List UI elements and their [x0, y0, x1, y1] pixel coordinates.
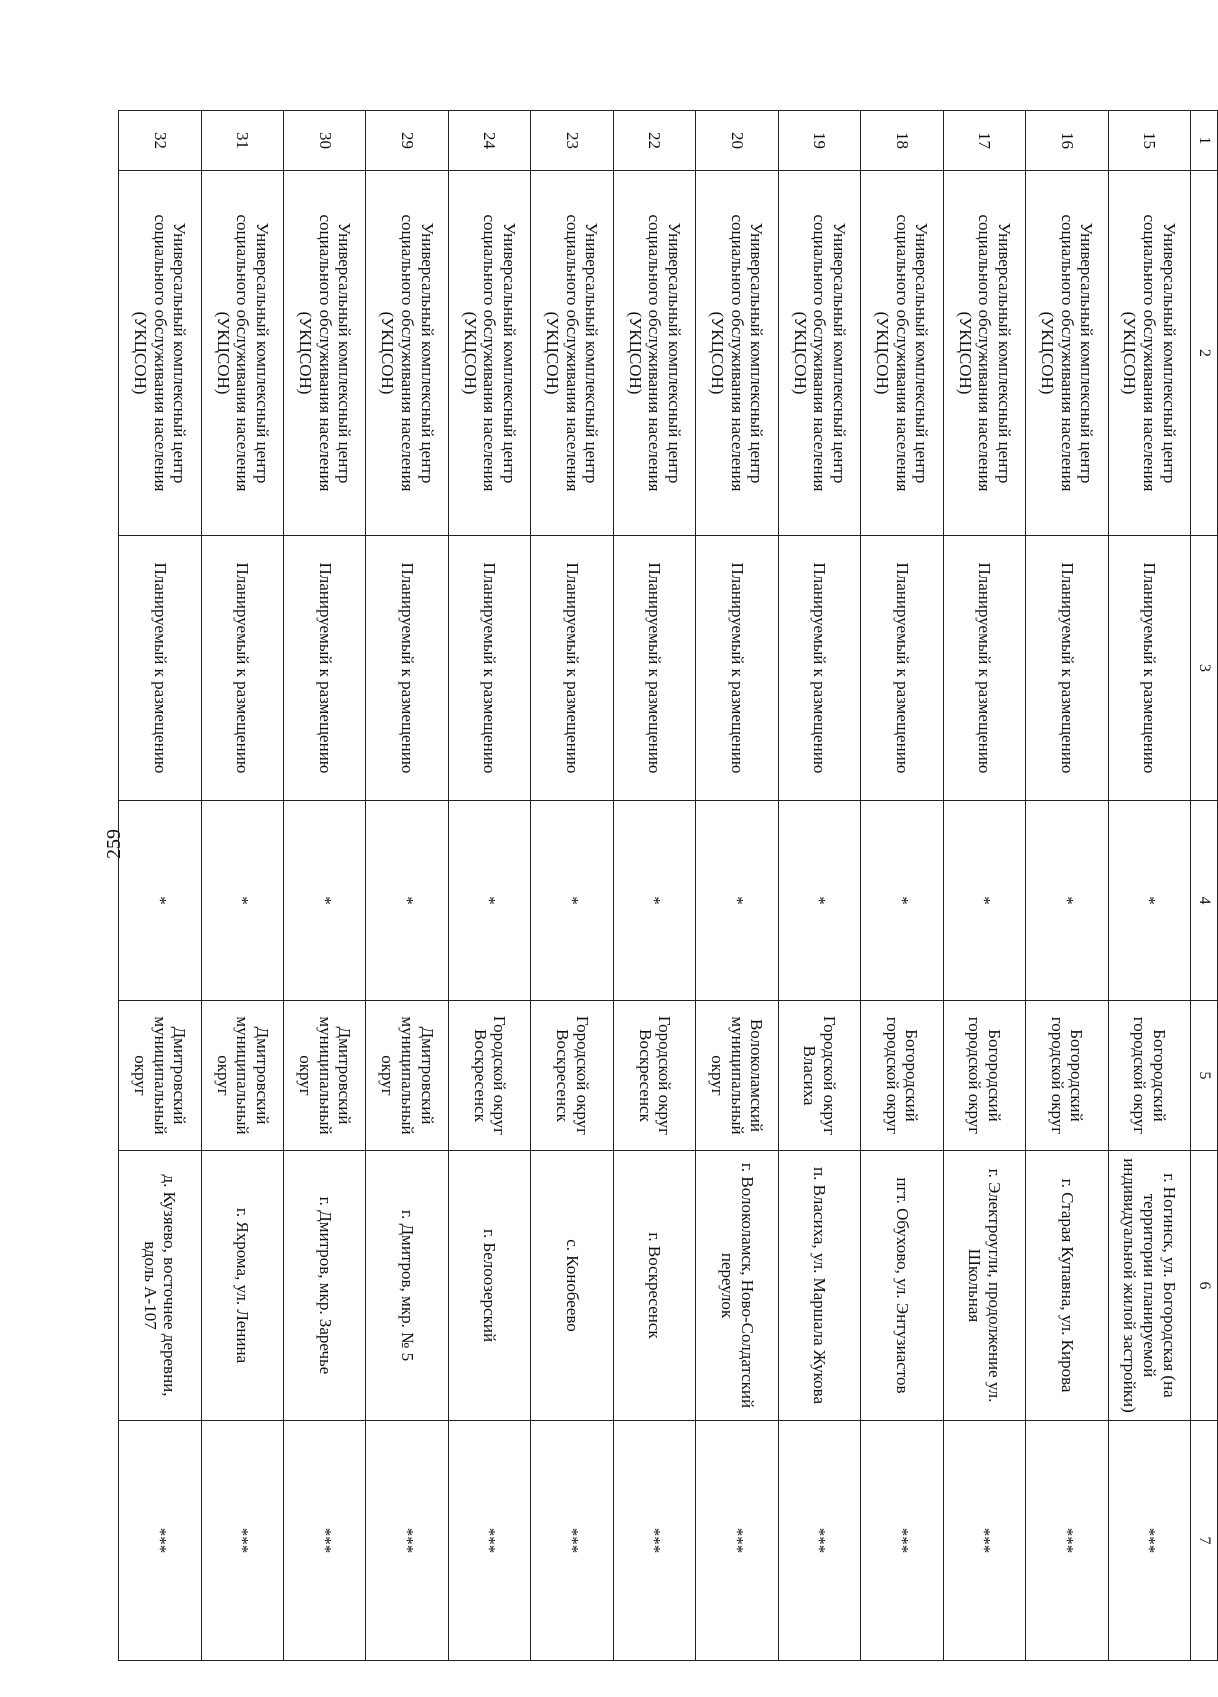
column-7-cell: ***	[861, 1421, 943, 1661]
column-7-cell: ***	[448, 1421, 530, 1661]
column-7-cell: ***	[1026, 1421, 1108, 1661]
facility-name-cell: Универсальный комплексный центр социального обслуживания населения (УКЦСОН)	[366, 171, 448, 536]
table-row	[1026, 111, 1108, 1661]
row-number-cell: 20	[696, 111, 778, 171]
row-number-cell: 15	[1108, 111, 1190, 171]
column-7-cell: ***	[531, 1421, 613, 1661]
address-cell: п. Власиха, ул. Маршала Жукова	[778, 1151, 860, 1421]
header-cell-4: 4	[1191, 801, 1218, 1001]
status-cell: Планируемый к размещению	[531, 536, 613, 801]
page-number: 259	[103, 829, 125, 859]
district-cell: Дмитровский муниципальный округ	[284, 1001, 366, 1151]
column-7-cell: ***	[613, 1421, 695, 1661]
table-row	[448, 111, 530, 1661]
status-cell: Планируемый к размещению	[119, 536, 202, 801]
facility-name-cell: Универсальный комплексный центр социального обслуживания населения (УКЦСОН)	[696, 171, 778, 536]
status-cell: Планируемый к размещению	[201, 536, 283, 801]
status-cell: Планируемый к размещению	[284, 536, 366, 801]
district-cell: Дмитровский муниципальный округ	[201, 1001, 283, 1151]
table-row	[366, 111, 448, 1661]
district-cell: Дмитровский муниципальный округ	[366, 1001, 448, 1151]
column-7-cell: ***	[696, 1421, 778, 1661]
row-number-cell: 17	[943, 111, 1025, 171]
address-cell: г. Волоколамск, Ново-Солдатский переулок	[696, 1151, 778, 1421]
column-7-cell: ***	[778, 1421, 860, 1661]
table-row	[1108, 111, 1190, 1661]
header-cell-6: 6	[1191, 1151, 1218, 1421]
table-row	[696, 111, 778, 1661]
column-4-cell: *	[613, 801, 695, 1001]
facility-name-cell: Универсальный комплексный центр социального обслуживания населения (УКЦСОН)	[943, 171, 1025, 536]
column-7-cell: ***	[119, 1421, 202, 1661]
row-number-cell: 19	[778, 111, 860, 171]
row-number-cell: 22	[613, 111, 695, 171]
header-cell-3: 3	[1191, 536, 1218, 801]
facility-name-cell: Универсальный комплексный центр социального обслуживания населения (УКЦСОН)	[861, 171, 943, 536]
column-7-cell: ***	[943, 1421, 1025, 1661]
district-cell: Богородский городской округ	[943, 1001, 1025, 1151]
table-body	[119, 111, 1191, 1661]
district-cell: Богородский городской округ	[861, 1001, 943, 1151]
facilities-table	[118, 110, 1218, 1661]
column-4-cell: *	[1108, 801, 1190, 1001]
status-cell: Планируемый к размещению	[778, 536, 860, 801]
facility-name-cell: Универсальный комплексный центр социального обслуживания населения (УКЦСОН)	[613, 171, 695, 536]
facility-name-cell: Универсальный комплексный центр социального обслуживания населения (УКЦСОН)	[531, 171, 613, 536]
address-cell: г. Старая Купавна, ул. Кирова	[1026, 1151, 1108, 1421]
district-cell: Богородский городской округ	[1108, 1001, 1190, 1151]
address-cell: г. Белоозерский	[448, 1151, 530, 1421]
column-4-cell: *	[696, 801, 778, 1001]
status-cell: Планируемый к размещению	[448, 536, 530, 801]
column-4-cell: *	[119, 801, 202, 1001]
table-row	[613, 111, 695, 1661]
facility-name-cell: Универсальный комплексный центр социального обслуживания населения (УКЦСОН)	[778, 171, 860, 536]
address-cell: д. Кузяево, восточнее деревни, вдоль А-107	[119, 1151, 202, 1421]
table-row	[201, 111, 283, 1661]
row-number-cell: 24	[448, 111, 530, 171]
table-row	[531, 111, 613, 1661]
column-4-cell: *	[943, 801, 1025, 1001]
district-cell: Городской округ Воскресенск	[531, 1001, 613, 1151]
header-cell-1: 1	[1191, 111, 1218, 171]
row-number-cell: 29	[366, 111, 448, 171]
facility-name-cell: Универсальный комплексный центр социального обслуживания населения (УКЦСОН)	[1026, 171, 1108, 536]
column-7-cell: ***	[1108, 1421, 1190, 1661]
row-number-cell: 23	[531, 111, 613, 171]
status-cell: Планируемый к размещению	[1108, 536, 1190, 801]
column-4-cell: *	[284, 801, 366, 1001]
address-cell: г. Электроугли, продолжение ул. Школьная	[943, 1151, 1025, 1421]
table-row	[284, 111, 366, 1661]
column-4-cell: *	[531, 801, 613, 1001]
status-cell: Планируемый к размещению	[613, 536, 695, 801]
column-4-cell: *	[366, 801, 448, 1001]
district-cell: Городской округ Воскресенск	[613, 1001, 695, 1151]
facility-name-cell: Универсальный комплексный центр социального обслуживания населения (УКЦСОН)	[284, 171, 366, 536]
address-cell: г. Ногинск, ул. Богородская (на территории планируемой индивидуальной жилой застройки)	[1108, 1151, 1190, 1421]
column-4-cell: *	[201, 801, 283, 1001]
header-cell-7: 7	[1191, 1421, 1218, 1661]
column-7-cell: ***	[284, 1421, 366, 1661]
row-number-cell: 16	[1026, 111, 1108, 171]
header-cell-2: 2	[1191, 171, 1218, 536]
status-cell: Планируемый к размещению	[366, 536, 448, 801]
column-4-cell: *	[778, 801, 860, 1001]
status-cell: Планируемый к размещению	[1026, 536, 1108, 801]
column-7-cell: ***	[201, 1421, 283, 1661]
address-cell: с. Конобеево	[531, 1151, 613, 1421]
address-cell: г. Дмитров, мкр. № 5	[366, 1151, 448, 1421]
column-4-cell: *	[448, 801, 530, 1001]
column-4-cell: *	[1026, 801, 1108, 1001]
table-row	[861, 111, 943, 1661]
status-cell: Планируемый к размещению	[696, 536, 778, 801]
district-cell: Городской округ Воскресенск	[448, 1001, 530, 1151]
address-cell: пгт. Обухово, ул. Энтузиастов	[861, 1151, 943, 1421]
district-cell: Городской округ Власиха	[778, 1001, 860, 1151]
row-number-cell: 18	[861, 111, 943, 171]
table-row	[778, 111, 860, 1661]
address-cell: г. Воскресенск	[613, 1151, 695, 1421]
row-number-cell: 30	[284, 111, 366, 171]
row-number-cell: 31	[201, 111, 283, 171]
district-cell: Богородский городской округ	[1026, 1001, 1108, 1151]
row-number-cell: 32	[119, 111, 202, 171]
facility-name-cell: Универсальный комплексный центр социального обслуживания населения (УКЦСОН)	[448, 171, 530, 536]
address-cell: г. Дмитров, мкр. Заречье	[284, 1151, 366, 1421]
table-row	[119, 111, 202, 1661]
header-row	[1191, 111, 1218, 1661]
column-4-cell: *	[861, 801, 943, 1001]
facility-name-cell: Универсальный комплексный центр социального обслуживания населения (УКЦСОН)	[201, 171, 283, 536]
district-cell: Дмитровский муниципальный округ	[119, 1001, 202, 1151]
status-cell: Планируемый к размещению	[861, 536, 943, 801]
address-cell: г. Яхрома, ул. Ленина	[201, 1151, 283, 1421]
district-cell: Волоколамский муниципальный округ	[696, 1001, 778, 1151]
facility-name-cell: Универсальный комплексный центр социального обслуживания населения (УКЦСОН)	[1108, 171, 1190, 536]
table-row	[943, 111, 1025, 1661]
status-cell: Планируемый к размещению	[943, 536, 1025, 801]
header-cell-5: 5	[1191, 1001, 1218, 1151]
rotated-table-container	[118, 110, 1218, 1660]
column-7-cell: ***	[366, 1421, 448, 1661]
facility-name-cell: Универсальный комплексный центр социального обслуживания населения (УКЦСОН)	[119, 171, 202, 536]
